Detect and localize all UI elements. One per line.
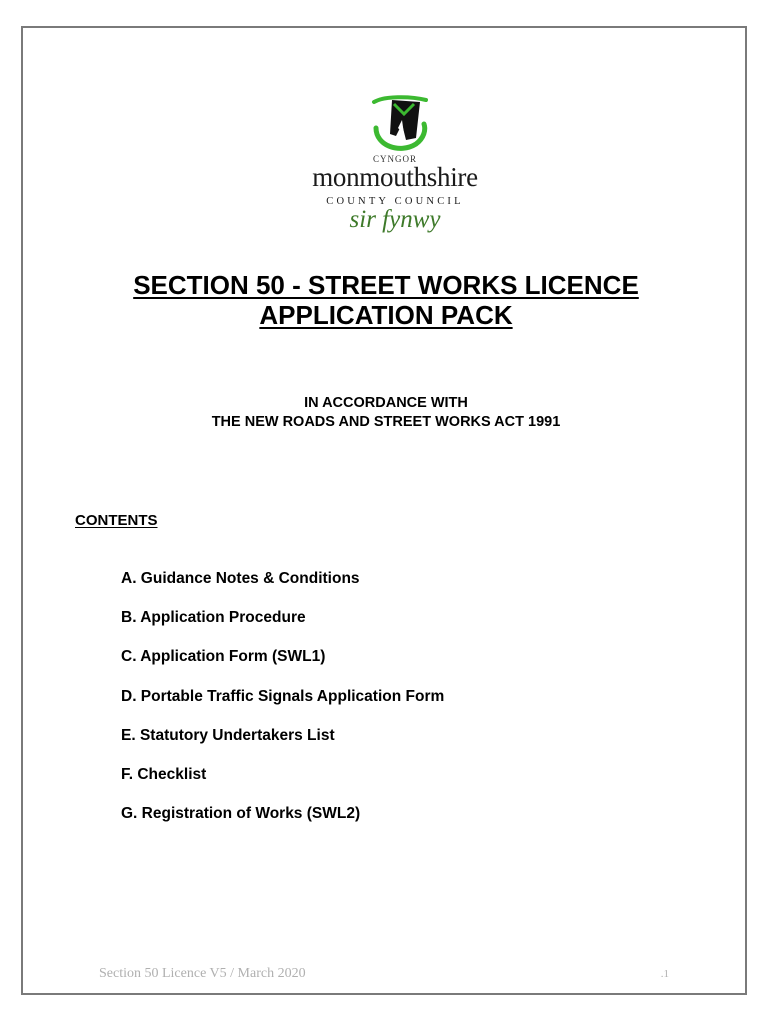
footer-version: Section 50 Licence V5 / March 2020 [99, 966, 306, 981]
council-emblem-icon [370, 94, 430, 154]
contents-heading: CONTENTS [75, 512, 158, 529]
title-line-1: SECTION 50 - STREET WORKS LICENCE [133, 270, 639, 300]
contents-item-b: B. Application Procedure [121, 609, 306, 627]
council-logo [285, 94, 505, 244]
title-line-2: APPLICATION PACK [259, 300, 513, 330]
logo-council-name: monmouthshire [312, 162, 478, 192]
contents-item-c: C. Application Form (SWL1) [121, 648, 326, 666]
contents-item-d: D. Portable Traffic Signals Application Form [121, 687, 445, 705]
document-title [23, 270, 749, 330]
logo-county-council: COUNTY COUNCIL [326, 196, 464, 207]
subtitle-line-2: THE NEW ROADS AND STREET WORKS ACT 1991 [211, 414, 561, 430]
document-subtitle [23, 394, 749, 432]
logo-cyngor-text: CYNGOR [372, 154, 417, 164]
contents-item-e: E. Statutory Undertakers List [121, 726, 335, 744]
contents-list [121, 568, 444, 842]
document-page [21, 26, 747, 995]
footer-page-number: .1 [660, 968, 669, 980]
logo-welsh-name: sir fynwy [349, 206, 441, 233]
contents-item-f: F. Checklist [121, 765, 207, 783]
contents-item-a: A. Guidance Notes & Conditions [121, 570, 360, 587]
contents-item-g: G. Registration of Works (SWL2) [121, 805, 361, 823]
subtitle-line-1: IN ACCORDANCE WITH [304, 395, 468, 411]
